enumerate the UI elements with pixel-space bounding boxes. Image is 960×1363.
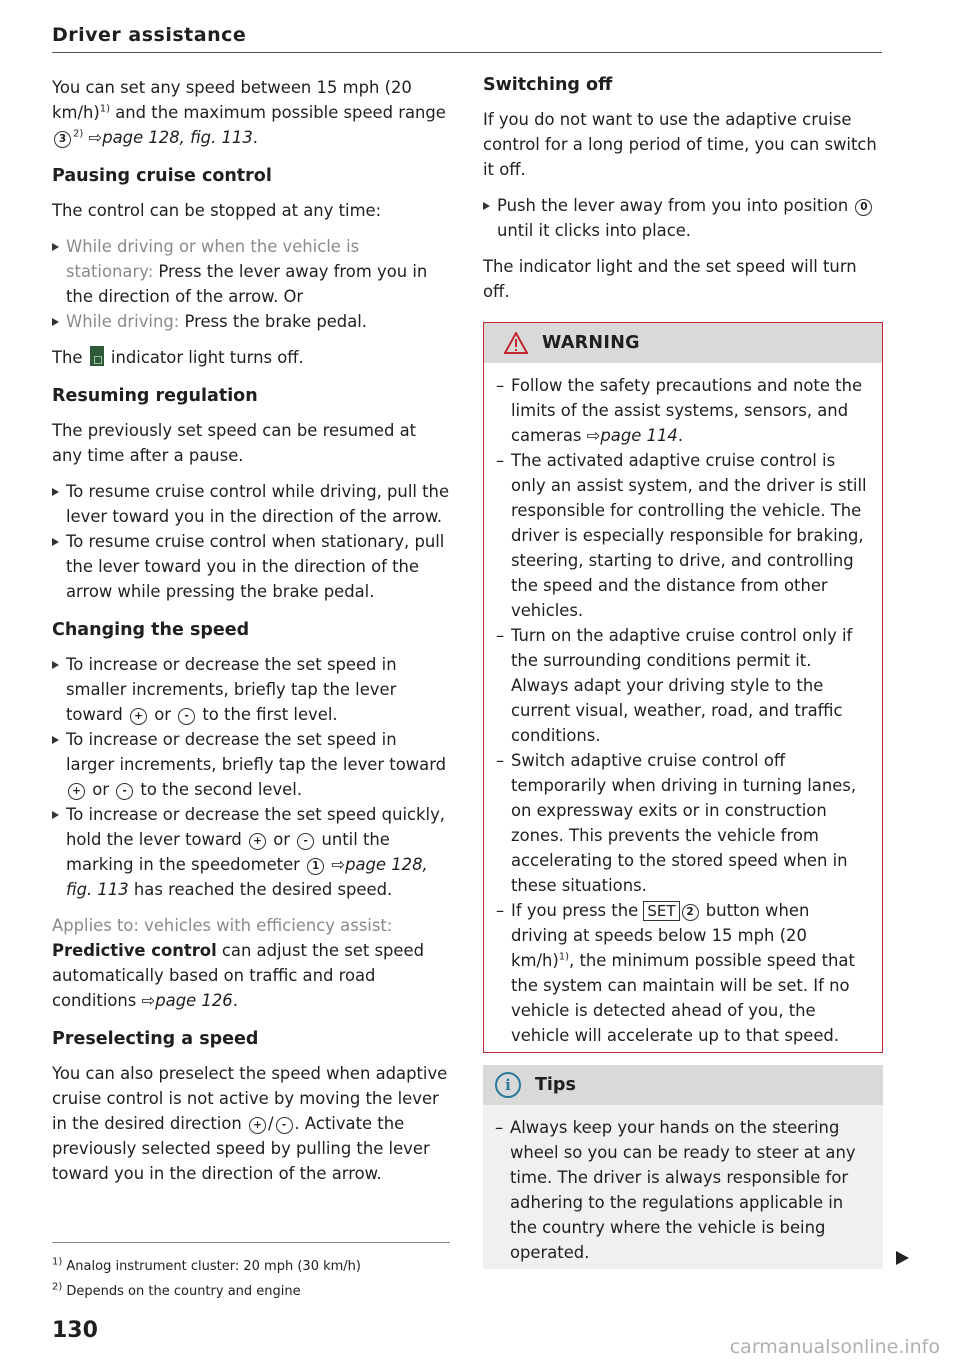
header-rule xyxy=(52,52,882,53)
reference-arrow-icon: ⇨ xyxy=(331,855,346,874)
right-column xyxy=(483,73,883,1269)
warning-box xyxy=(483,322,883,1053)
callout-3: 3 xyxy=(54,131,71,148)
callout-1: 1 xyxy=(307,858,324,875)
list-item: To resume cruise control while driving, pull the lever toward you in the direction of the arrow. xyxy=(52,479,450,529)
reference-arrow-icon: ⇨ xyxy=(586,426,601,445)
switching-text: If you do not want to use the adaptive cruise control for a long period of time, you can switch it off. xyxy=(483,110,877,179)
plus-icon: + xyxy=(68,783,85,800)
list-item: – Always keep your hands on the steering wheel so you can be ready to steer at any time. The driver is always responsible for adhering to the regulations applicable in the country where the vehicle is being operated. xyxy=(495,1115,871,1265)
tips-header xyxy=(483,1065,883,1105)
page-reference-link[interactable]: ⇨page 128, fig. 113 xyxy=(88,128,253,147)
footnotes xyxy=(52,1254,361,1304)
resuming-steps xyxy=(52,479,450,604)
intro-paragraph: You can set any speed between 15 mph (20 km/h)$^{1)}$ and the maximum possible speed range 3 $^{2)}$ ⇨page 128, fig. 113. xyxy=(52,78,446,147)
footnote-2: $^{2)}$ Depends on the country and engine xyxy=(52,1281,301,1299)
warning-list xyxy=(484,363,882,1052)
list-item: To increase or decrease the set speed in larger increments, briefly tap the lever toward + or - to the second level. xyxy=(52,727,450,802)
callout-2: 2 xyxy=(682,904,699,921)
minus-icon: - xyxy=(297,833,314,850)
list-item: – Switch adaptive cruise control off temporarily when driving in turning lanes, on expressway exits or in construction zones. This prevents the vehicle from accelerating to the stored speed when in these situations. xyxy=(496,748,870,898)
resuming-heading: Resuming regulation xyxy=(52,386,258,406)
minus-icon: - xyxy=(276,1117,293,1134)
page-reference-link[interactable]: ⇨page 128, fig. 113 xyxy=(66,855,428,899)
list-item: – If you press the SET 2 button when driving at speeds below 15 mph (20 km/h)$^{1)}$, the minimum possible speed that the system can maintain will be set. If no vehicle is detected ahead of you, the vehicle will accelerate up to that speed. xyxy=(496,898,870,1048)
tips-title: Tips xyxy=(535,1074,576,1095)
list-item: To resume cruise control when stationary, pull the lever toward you in the direction of the arrow while pressing the brake pedal. xyxy=(52,529,450,604)
indicator-light-icon xyxy=(90,346,104,366)
changing-heading: Changing the speed xyxy=(52,620,250,640)
list-item: While driving or when the vehicle is stationary: Press the lever away from you in the direction of the arrow. Or xyxy=(52,234,450,309)
tips-box xyxy=(483,1065,883,1269)
list-item: While driving: Press the brake pedal. xyxy=(52,309,450,334)
page-header-title: Driver assistance xyxy=(52,24,247,46)
left-column xyxy=(52,75,450,1197)
indicator-paragraph: The indicator light turns off. xyxy=(52,348,304,367)
tips-list xyxy=(483,1105,883,1269)
page-reference-link[interactable]: ⇨page 114 xyxy=(586,426,678,445)
switching-after: The indicator light and the set speed will turn off. xyxy=(483,257,857,301)
callout-0: 0 xyxy=(855,199,872,216)
minus-icon: - xyxy=(178,708,195,725)
list-item: Push the lever away from you into position 0 until it clicks into place. xyxy=(483,193,883,243)
reference-arrow-icon: ⇨ xyxy=(141,991,156,1010)
page-reference-link[interactable]: ⇨page 126 xyxy=(141,991,233,1010)
resuming-text: The previously set speed can be resumed at any time after a pause. xyxy=(52,421,417,465)
warning-title: WARNING xyxy=(542,332,640,353)
predictive-paragraph: Applies to: vehicles with efficiency assist: Predictive control can adjust the set speed automatically based on traffic and road conditions ⇨page 126. xyxy=(52,916,425,1010)
plus-icon: + xyxy=(249,1117,266,1134)
footnote-1: $^{1)}$ Analog instrument cluster: 20 mph (30 km/h) xyxy=(52,1256,361,1274)
pausing-heading: Pausing cruise control xyxy=(52,166,272,186)
warning-header xyxy=(484,323,882,363)
list-item: To increase or decrease the set speed in smaller increments, briefly tap the lever toward + or - to the first level. xyxy=(52,652,450,727)
switching-heading: Switching off xyxy=(483,75,613,95)
list-item: To increase or decrease the set speed quickly, hold the lever toward + or - until the marking in the speedometer 1 ⇨page 128, fig. 113 has reached the desired speed. xyxy=(52,802,450,902)
info-icon: i xyxy=(495,1072,521,1098)
preselect-text: You can also preselect the speed when adaptive cruise control is not active by moving the lever in the desired direction + / - . Activate the previously selected speed by pulling the lever toward you in the direction of the arrow. xyxy=(52,1064,448,1183)
pausing-text: The control can be stopped at any time: xyxy=(52,201,382,220)
set-key: SET xyxy=(643,901,679,921)
list-item: – Follow the safety precautions and note the limits of the assist systems, sensors, and cameras ⇨page 114. xyxy=(496,373,870,448)
plus-icon: + xyxy=(249,833,266,850)
watermark: carmanualsonline.info xyxy=(729,1336,940,1358)
footnote-rule xyxy=(52,1242,450,1243)
continue-arrow-icon xyxy=(896,1251,909,1265)
minus-icon: - xyxy=(116,783,133,800)
switching-steps xyxy=(483,193,883,243)
list-item: – Turn on the adaptive cruise control only if the surrounding conditions permit it. Always adapt your driving style to the current visual, weather, road, and traffic conditions. xyxy=(496,623,870,748)
pausing-steps xyxy=(52,234,450,334)
warning-triangle-icon xyxy=(504,332,528,354)
plus-icon: + xyxy=(130,708,147,725)
reference-arrow-icon: ⇨ xyxy=(88,128,103,147)
list-item: – The activated adaptive cruise control is only an assist system, and the driver is still responsible for controlling the vehicle. The driver is especially responsible for braking, steering, starting to drive, and controlling the speed and the distance from other vehicles. xyxy=(496,448,870,623)
changing-steps xyxy=(52,652,450,902)
preselect-heading: Preselecting a speed xyxy=(52,1029,259,1049)
page-number: 130 xyxy=(52,1318,98,1343)
